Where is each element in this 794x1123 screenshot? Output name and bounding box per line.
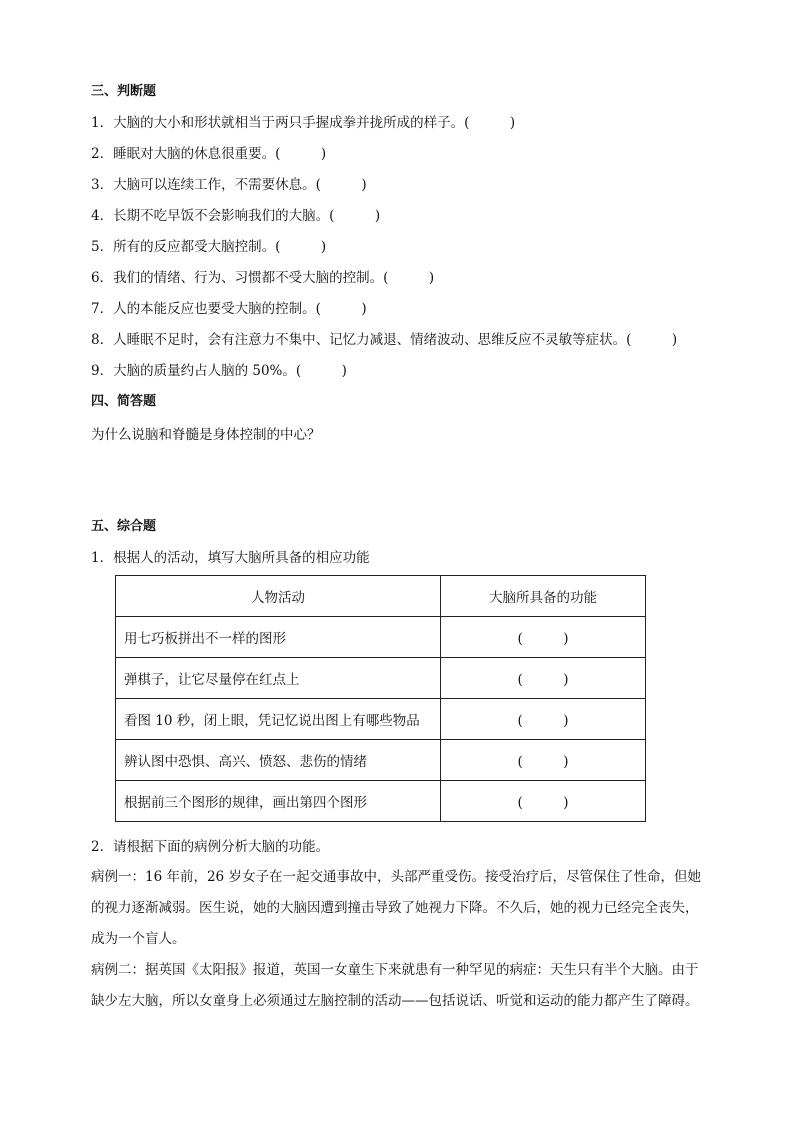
table-row [116, 617, 646, 658]
table-header-function: 大脑所具备的功能 [441, 576, 646, 617]
table-cell-answer: ( ) [441, 699, 646, 740]
table-row [116, 781, 646, 822]
table-cell-activity: 辨认图中恐惧、高兴、愤怒、悲伤的情绪 [116, 740, 441, 781]
activity-function-table [115, 575, 646, 822]
comprehensive-question-1: 1．根据人的活动，填写大脑所具备的相应功能 [91, 550, 370, 566]
short-answer-question: 为什么说脑和脊髓是身体控制的中心？ [91, 427, 321, 443]
case-1-paragraph: 病例一：16 年前，26 岁女子在一起交通事故中，头部严重受伤。接受治疗后，尽管保住了性命，但她的视力逐渐减弱。医生说，她的大脑因遭到撞击导致了她视力下降。不久后，她的视力已经完全丧失，成为一个盲人。 [91, 869, 701, 947]
table-cell-activity: 看图 10 秒，闭上眼，凭记忆说出图上有哪些物品 [116, 699, 441, 740]
table-cell-answer: ( ) [441, 740, 646, 781]
table-row [116, 699, 646, 740]
judgement-item-6: 6．我们的情绪、行为、习惯都不受大脑的控制。( ) [91, 270, 435, 286]
judgement-item-3: 3．大脑可以连续工作，不需要休息。( ) [91, 177, 367, 193]
table-cell-activity: 弹棋子，让它尽量停在红点上 [116, 658, 441, 699]
comprehensive-question-2: 2．请根据下面的病例分析大脑的功能。 [91, 839, 330, 855]
judgement-item-7: 7．人的本能反应也要受大脑的控制。( ) [91, 301, 367, 317]
table-cell-answer: ( ) [441, 781, 646, 822]
case-2-paragraph: 病例二：据英国《太阳报》报道，英国一女童生下来就患有一种罕见的病症：天生只有半个大脑。由于缺少左大脑，所以女童身上必须通过左脑控制的活动——包括说话、听觉和运动的能力都产生了障碍。 [91, 962, 699, 1009]
judgement-item-8: 8．人睡眠不足时，会有注意力不集中、记忆力减退、情绪波动、思维反应不灵敏等症状。( ) [91, 332, 678, 348]
judgement-item-2: 2．睡眠对大脑的休息很重要。( ) [91, 146, 327, 162]
judgement-item-1: 1．大脑的大小和形状就相当于两只手握成拳并拢所成的样子。( ) [91, 115, 516, 131]
table-cell-activity: 用七巧板拼出不一样的图形 [116, 617, 441, 658]
table-header-activity: 人物活动 [116, 576, 441, 617]
table-header-row [116, 576, 646, 617]
table-cell-answer: ( ) [441, 617, 646, 658]
table-row [116, 658, 646, 699]
table-row [116, 740, 646, 781]
section-3-title: 三、判断题 [91, 84, 157, 99]
judgement-item-5: 5．所有的反应都受大脑控制。( ) [91, 239, 327, 255]
table-cell-answer: ( ) [441, 658, 646, 699]
section-4-title: 四、简答题 [91, 394, 157, 409]
table-cell-activity: 根据前三个图形的规律，画出第四个图形 [116, 781, 441, 822]
judgement-item-4: 4．长期不吃早饭不会影响我们的大脑。( ) [91, 208, 381, 224]
judgement-item-9: 9．大脑的质量约占人脑的 50%。( ) [91, 363, 347, 379]
section-5-title: 五、综合题 [91, 519, 157, 534]
